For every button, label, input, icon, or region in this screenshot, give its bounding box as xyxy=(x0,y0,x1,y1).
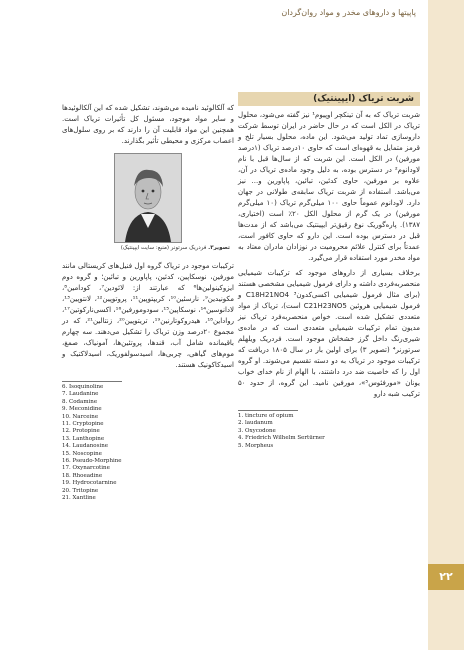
decorative-sidebar xyxy=(428,0,464,650)
footnote: 10. Narceine xyxy=(62,413,99,420)
footnote: 4. Friedrich Wilhelm Sertürner xyxy=(238,435,325,442)
figure-caption xyxy=(66,245,230,251)
paragraph: ترکیبات موجود در تریاک گروه اول فنیل‌های کریستالی مانند مورفین، نوسکاپین، کدئین، پاپاورین و تبائین؛ و گروه دوم ایزوکینولین‌ها⁶ که عبارتند از: لائودین⁷، کودامین⁸، مکونیدین⁹، نارسئین¹⁰، کریپتوپین¹¹، پروتوپین¹²، لانتوپین¹³، لادانوسین¹⁴، نوسکاپین¹⁵، سودومورفین¹⁶، اکسی‌نارکوتین¹⁷، رواداین¹⁸، هیدروکوتارنین¹⁹، تریتوپین²⁰، زنتالین²¹، که در مجموع ۲۰درصد وزن تریاک را تشکیل می‌دهند. سه چهارم باقیمانده شامل آب، قندها، پروتئین‌ها، آمونیاک، صمغ، موم‌های گیاهی، چربی‌ها، اسیدسولفوریک، اسیدلاکتیک و اسیدکاکونیک هستند. xyxy=(62,262,235,369)
right-column xyxy=(238,92,420,450)
footnote-divider xyxy=(62,381,122,382)
figure-caption-label: تصویر۳. xyxy=(208,245,230,251)
footnote: 17. Oxynarcotine xyxy=(62,465,110,472)
footnote-divider xyxy=(238,410,298,411)
footnote: 6. Isoquinoline xyxy=(62,384,104,390)
paragraph: برخلاف بسیاری از داروهای موجود که ترکیبات شیمیایی منحصربه‌فردی داشته و دارای فرمول شیمیایی مشخصی هستند (برای مثال فرمول شیمیایی اکسی‌کدون³ C18H21NO4 و فرمول شیمیایی هروئین C21H23NO5 است)، تریاک از مواد متعددی تشکیل شده است. خواص منحصربه‌فرد تریاک نیز مدیون تمام ترکیبات شیمیایی متعددی است که در ماده‌ی شیری‌رنگ داخل گرز خشخاش موجود است. فردریک ویلهلم سرتورنر⁴ (تصویر ۳) برای اولین بار در سال ۱۸۰۵ دریافت که ترکیبات موجود در تریاک به دو دسته تقسیم می‌شوند. او گروه اول را که خاصیت ضد درد داشتند، با الهام از نام خدای خواب یونان «مورفئوس⁵»، مورفین نامید. این گروه، از حدود ۵۰ ترکیب شبه دارو xyxy=(238,269,421,398)
footnote: 16. Pseudo-Morphine xyxy=(62,458,122,465)
footnote: 7. Laudanine xyxy=(62,391,99,398)
portrait-drawing xyxy=(115,154,181,242)
footnote: 3. Oxycodone xyxy=(238,427,276,434)
footnote: 18. Rhoeadine xyxy=(62,472,103,479)
page-number: ۲۲ xyxy=(428,564,464,590)
footnote: 19. Hydrocotarnine xyxy=(62,480,117,487)
figure-caption-text: فردریک سرتونر (منبع: سایت ایپینتیک) xyxy=(120,245,207,251)
section-heading: شربت تریاک (ایپینتیک) xyxy=(238,92,420,106)
footnote: 11. Cryptopine xyxy=(62,421,104,428)
running-head: پاپیتها و داروهای مخدر و مواد روان‌گردان xyxy=(281,8,416,17)
footnote: 12. Protopine xyxy=(62,428,100,435)
footnotes-left xyxy=(62,384,234,503)
footnote: 14. Laudanosine xyxy=(62,443,109,450)
footnote: 5. Morpheus xyxy=(238,442,274,449)
footnote: 1. tincture of opium xyxy=(238,413,294,419)
left-column xyxy=(62,103,234,503)
footnote: 13. Lanthopine xyxy=(62,435,105,442)
portrait-image xyxy=(114,153,182,243)
footnote: 2. laudanum xyxy=(238,420,273,427)
footnotes-right xyxy=(238,413,420,450)
footnote: 20. Tritopine xyxy=(62,487,99,494)
footnote: 8. Codamine xyxy=(62,398,98,405)
footnote: 15. Noscopine xyxy=(62,450,102,457)
paragraph: شربت تریاک که به آن تینکچر اوپیوم¹ نیز گفته می‌شود، محلول تریاک در الکل است که در حال حاضر در ایران توسط شرکت داروسازی تماد تولید می‌شود. این ماده، محلول بسیار تلخ و قرمز متمایل به قهوه‌ای است که حاوی ۱۰درصد تریاک (۱درصد مورفین) در الکل است. این شربت که از سال‌ها قبل با نام لاودانوم² در دسترس بوده، به دلیل وجود ماده‌ی تریاک در آن، علاوه بر مورفین، حاوی کدئین، تبائین، پاپاورین و... نیز می‌باشد. استفاده از شربت تریاک سابقه‌ی طولانی در جهان دارد. لاودانوم عموماً حاوی ۱۰۰ میلی‌گرم تریاک (۱۰ میلی‌گرم مورفین) در یک گرم از محلول الکل ۲۰٪ است (اختیاری، ۱۳۸۷). پاره‌گوریک نوع رقیق‌تر ایپینتیک می‌باشد که از مدت‌ها قبل در دسترس بوده است. این دارو که حاوی کافور است، عمدتاً برای کنترل علائم محرومیت در نوزادان مادران معتاد به مواد مخدر مورد استفاده قرار می‌گیرد. xyxy=(238,111,421,262)
footnote: 9. Meconidine xyxy=(62,406,102,413)
paragraph: که آلکالوئید نامیده می‌شوند، تشکیل شده که این آلکالوئیدها و سایر مواد موجود، مسئول کل تأثیرات تریاک است. همچنین این مواد قابلیت آن را دارند که بر روی سلول‌های اعصاب مرکزی و محیطی تأثیر بگذارند. xyxy=(62,104,234,145)
footnote: 21. Xantline xyxy=(62,495,96,502)
